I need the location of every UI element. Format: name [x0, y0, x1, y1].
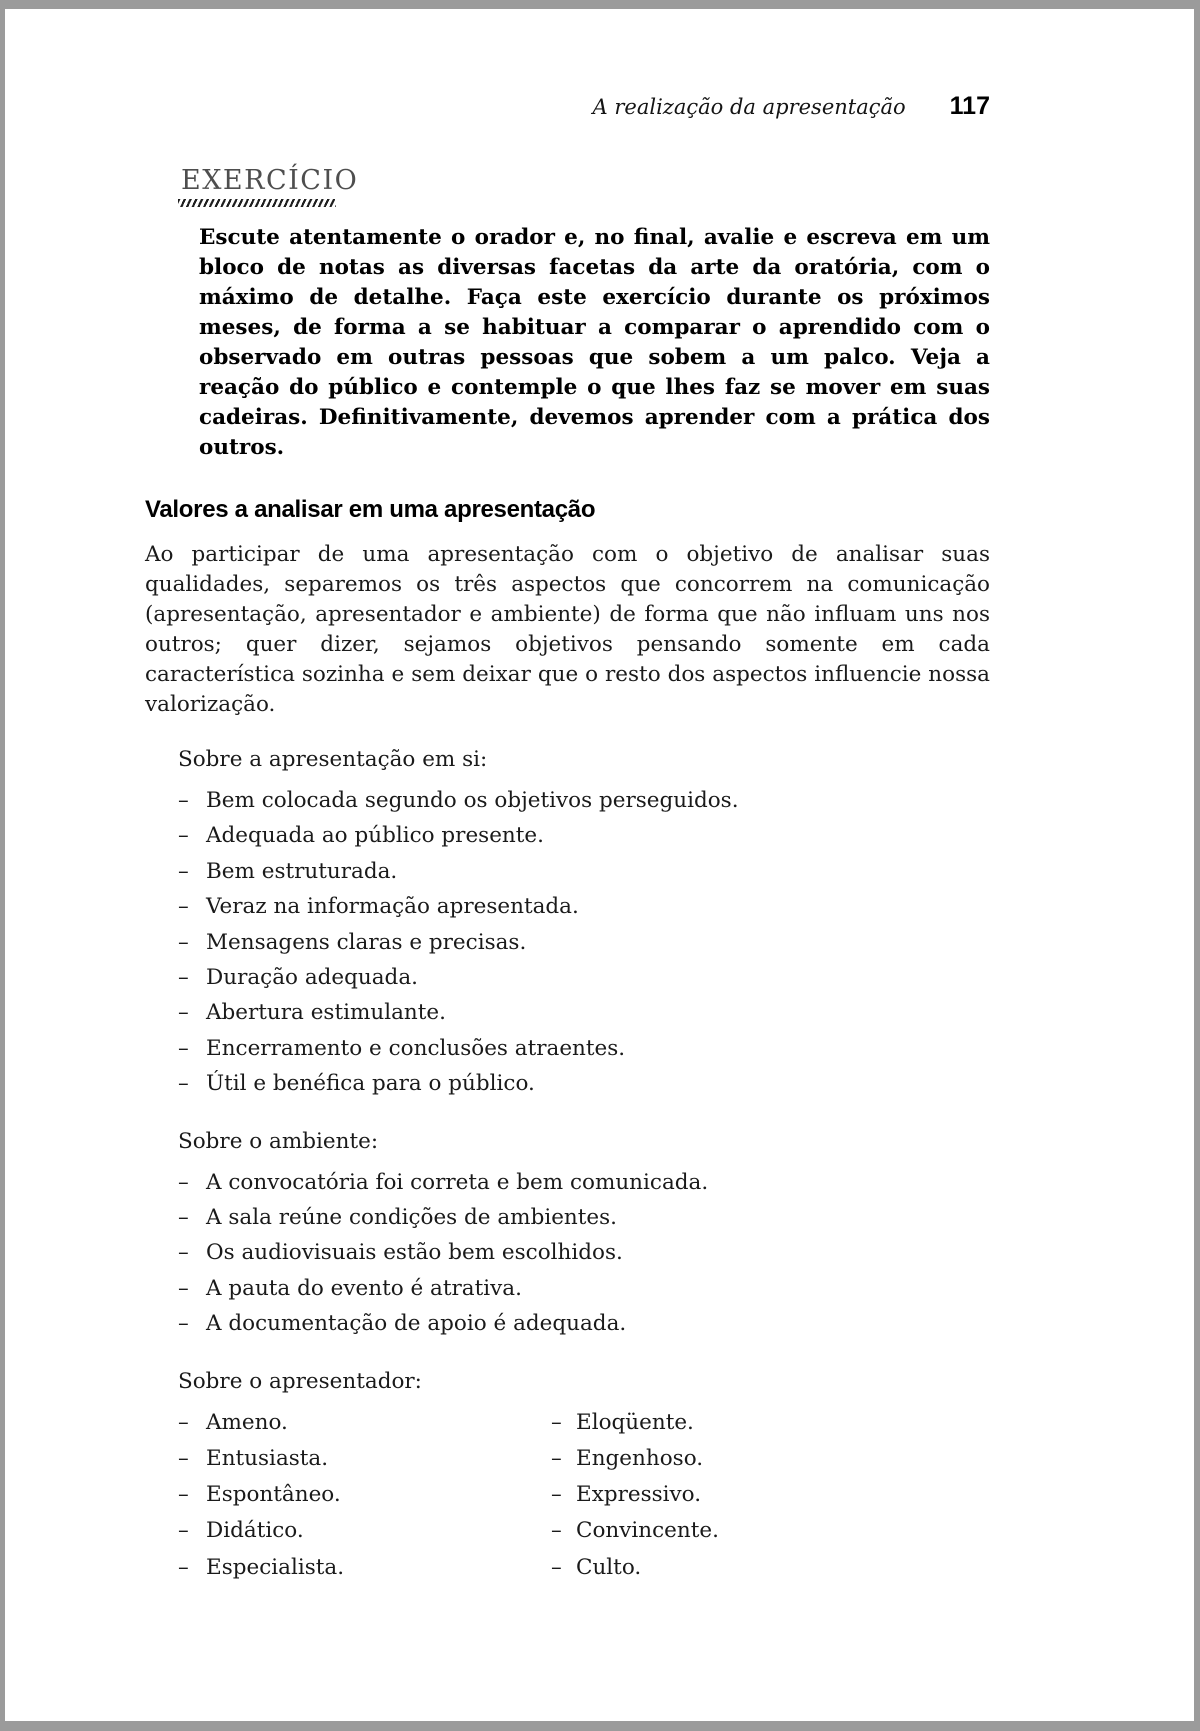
section-heading: Valores a analisar em uma apresentação — [145, 496, 596, 523]
list-title-presenter: Sobre o apresentador: — [178, 1368, 422, 1394]
presenter-list-left — [178, 1405, 518, 1586]
dash-bullet: – — [178, 1240, 189, 1266]
list-item — [178, 1066, 990, 1101]
presentation-list — [178, 783, 990, 1102]
list-item-text: Veraz na informação apresentada. — [206, 894, 579, 920]
dash-bullet: – — [178, 1000, 189, 1026]
dash-bullet: – — [178, 1311, 189, 1337]
list-title-presentation: Sobre a apresentação em si: — [178, 747, 488, 772]
dash-bullet: – — [178, 1482, 189, 1508]
dash-bullet: – — [551, 1482, 562, 1508]
dash-bullet: – — [178, 823, 189, 849]
list-item-text: Bem colocada segundo os objetivos perseguidos. — [206, 788, 739, 813]
exercise-heading: EXERCÍCIO — [181, 165, 359, 196]
list-item-text: Abertura estimulante. — [206, 1000, 446, 1026]
dash-bullet: – — [178, 858, 189, 884]
dash-bullet: – — [551, 1409, 562, 1435]
dash-bullet: – — [178, 1445, 189, 1471]
list-item-text: Entusiasta. — [206, 1445, 329, 1471]
dash-bullet: – — [551, 1554, 562, 1580]
running-title: A realização da apresentação — [592, 95, 906, 119]
presenter-columns — [145, 1405, 990, 1586]
list-item — [178, 1235, 990, 1270]
book-page — [5, 9, 1194, 1721]
list-item-text: Mensagens claras e precisas. — [206, 929, 527, 955]
list-item-text: Encerramento e conclusões atraentes. — [206, 1035, 626, 1061]
dash-bullet: – — [551, 1445, 562, 1471]
list-item — [178, 995, 990, 1030]
dash-bullet: – — [178, 894, 189, 920]
list-title-environment: Sobre o ambiente: — [178, 1128, 379, 1154]
exercise-paragraph: Escute atentamente o orador e, no final, avalie e escreva em um bloco de notas as diversas facetas da arte da oratória, com o máximo de detalhe. Faça este exercício durante os próximos meses, de forma a se habituar a comparar o aprendido com o observado em outras pessoas que sobem a um palco. Veja a reação do público e contemple o que lhes faz se mover em suas cadeiras. Definitivamente, devemos aprender com a prática dos outros. — [199, 225, 990, 460]
list-item-text: A convocatória foi correta e bem comunicada. — [206, 1169, 709, 1195]
presenter-list-right — [551, 1405, 990, 1586]
list-item-text: Especialista. — [206, 1554, 345, 1580]
section-intro-paragraph: Ao participar de uma apresentação com o objetivo de analisar suas qualidades, separemos os três aspectos que concorrem na comunicação (apresentação, apresentador e ambiente) de forma que não influam uns nos outros; quer dizer, sejamos objetivos pensando somente em cada característica sozinha e sem deixar que o resto dos aspectos influencie nossa valorização. — [145, 542, 990, 717]
environment-list — [178, 1165, 990, 1342]
list-item — [178, 1165, 990, 1200]
list-item — [551, 1405, 990, 1441]
list-item-text: A sala reúne condições de ambientes. — [206, 1205, 618, 1231]
dash-bullet: – — [178, 1275, 189, 1301]
list-item — [178, 1477, 518, 1513]
list-item — [178, 1405, 518, 1441]
list-item — [551, 1513, 990, 1549]
dash-bullet: – — [178, 1071, 189, 1097]
list-item-text: Ameno. — [206, 1409, 288, 1435]
list-item — [178, 1271, 990, 1306]
list-item — [178, 1031, 990, 1066]
dash-bullet: – — [178, 788, 189, 813]
dash-bullet: – — [178, 1518, 189, 1544]
dash-bullet: – — [178, 1035, 189, 1061]
list-item — [178, 1441, 518, 1477]
list-item — [178, 854, 990, 889]
dash-bullet: – — [178, 1205, 189, 1231]
page-number: 117 — [949, 92, 990, 120]
hatched-rule — [178, 199, 336, 207]
list-item-text: A pauta do evento é atrativa. — [206, 1275, 522, 1301]
list-item — [178, 889, 990, 924]
list-item — [551, 1477, 990, 1513]
list-item — [178, 818, 990, 853]
list-item — [178, 1306, 990, 1341]
list-item-text: Didático. — [206, 1518, 304, 1544]
list-item-text: Útil e benéfica para o público. — [206, 1071, 535, 1097]
list-item-text: Bem estruturada. — [206, 858, 398, 884]
list-item — [178, 1550, 518, 1586]
list-item-text: Eloqüente. — [576, 1409, 694, 1435]
list-item-text: A documentação de apoio é adequada. — [206, 1311, 627, 1337]
dash-bullet: – — [551, 1518, 562, 1544]
list-item-text: Adequada ao público presente. — [206, 823, 544, 849]
list-item-text: Os audiovisuais estão bem escolhidos. — [206, 1240, 623, 1266]
dash-bullet: – — [178, 1169, 189, 1195]
dash-bullet: – — [178, 1554, 189, 1580]
list-item-text: Espontâneo. — [206, 1482, 341, 1508]
dash-bullet: – — [178, 965, 189, 991]
dash-bullet: – — [178, 929, 189, 955]
list-item — [178, 960, 990, 995]
list-item — [551, 1441, 990, 1477]
dash-bullet: – — [178, 1409, 189, 1435]
running-header — [145, 92, 990, 121]
list-item — [178, 925, 990, 960]
list-item — [178, 783, 990, 818]
list-item-text: Engenhoso. — [576, 1445, 704, 1471]
list-item — [178, 1200, 990, 1235]
list-item-text: Duração adequada. — [206, 965, 418, 991]
list-item — [551, 1550, 990, 1586]
list-item-text: Culto. — [576, 1554, 642, 1580]
list-item-text: Expressivo. — [576, 1482, 702, 1508]
page-content — [145, 9, 990, 1586]
list-item-text: Convincente. — [576, 1518, 719, 1544]
list-item — [178, 1513, 518, 1549]
